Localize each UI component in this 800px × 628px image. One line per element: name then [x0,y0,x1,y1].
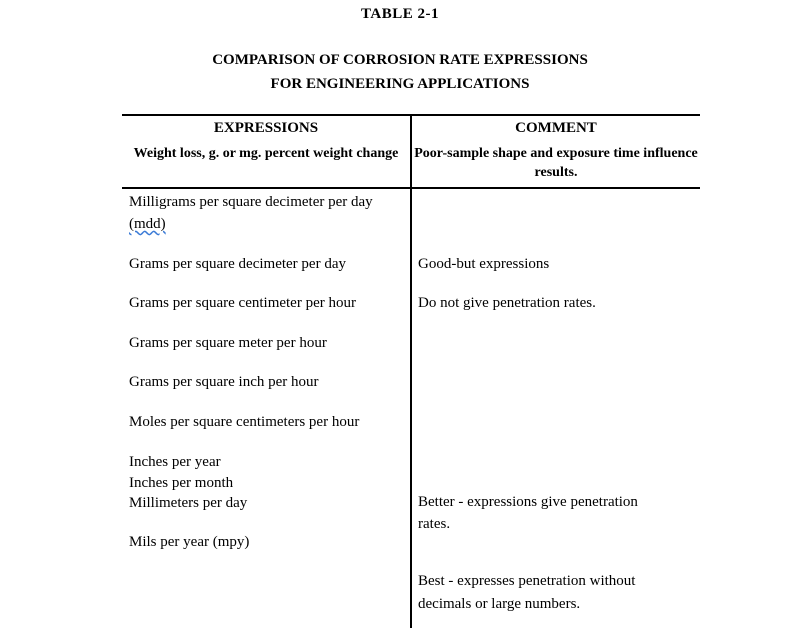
expression-in-yr: Inches per year [129,454,221,470]
expression-mdd-abbr [129,213,166,235]
expression-mdd: Milligrams per square decimeter per day [129,194,373,210]
comment-column-header: COMMENT [515,120,597,136]
expression-mpy: Mils per year (mpy) [129,534,250,550]
table-label: TABLE 2-1 [361,6,439,22]
expressions-column-subheader: Weight loss, g. or mg. percent weight change [133,146,399,161]
expression-g-dm2-day: Grams per square decimeter per day [129,256,346,272]
table-title-line-2: FOR ENGINEERING APPLICATIONS [270,76,530,92]
expression-g-m2-hr: Grams per square meter per hour [129,335,327,351]
expression-mol-cm2-hr: Moles per square centimeters per hour [129,414,360,430]
expression-in-month: Inches per month [129,475,234,491]
comment-better-line-1: Better - expressions give penetration [418,494,638,510]
comment-good-line-2: Do not give penetration rates. [418,295,596,311]
mdd-abbreviation: (mdd) [129,216,166,232]
comment-best-line-1: Best - expresses penetration without [418,573,636,589]
expression-g-cm2-hr: Grams per square centimeter per hour [129,295,356,311]
expression-g-in2-hr: Grams per square inch per hour [129,374,319,390]
column-divider [410,115,412,628]
comment-good-line-1: Good-but expressions [418,256,550,272]
expression-mm-day: Millimeters per day [129,495,248,511]
comment-best-line-2: decimals or large numbers. [418,596,581,612]
table-title-line-1: COMPARISON OF CORROSION RATE EXPRESSIONS [212,52,588,68]
expressions-column-header: EXPRESSIONS [213,120,319,136]
comment-column-subheader: Poor-sample shape and exposure time influence results. [414,146,698,180]
comment-better-line-2: rates. [418,516,451,532]
